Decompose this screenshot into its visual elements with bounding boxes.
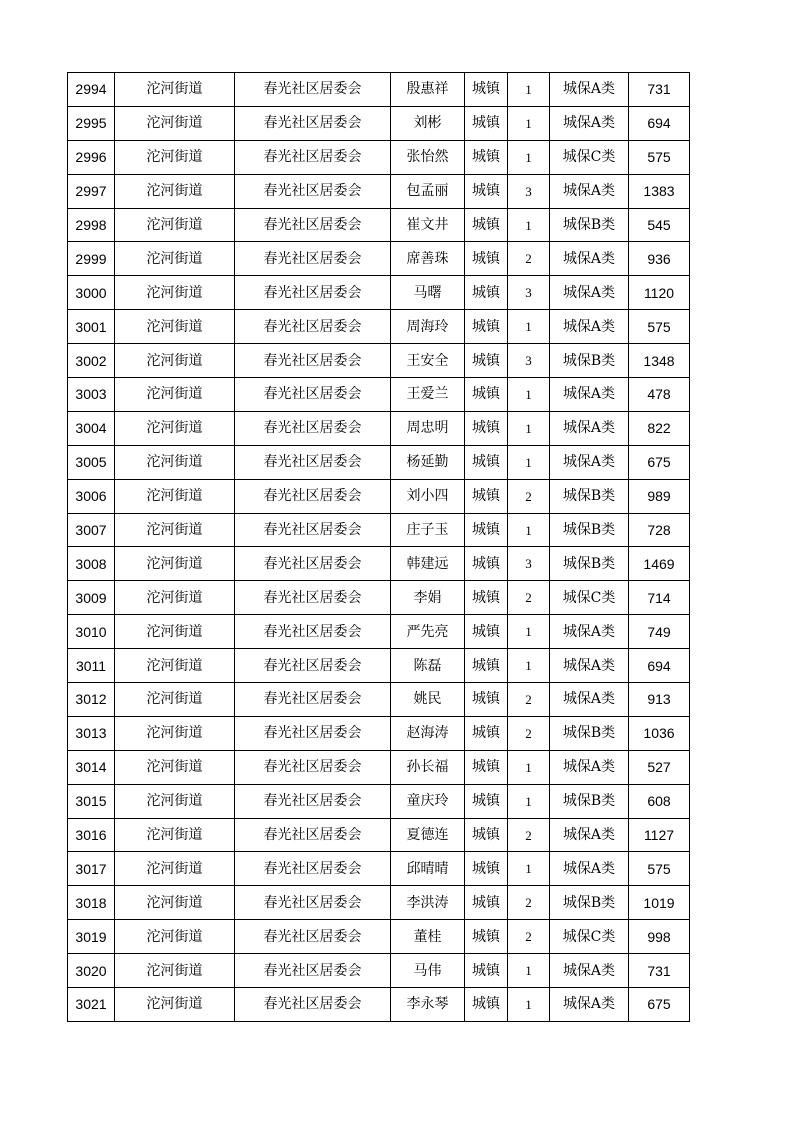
- row-number: 2996: [68, 140, 115, 174]
- amount-cell: 749: [629, 615, 690, 649]
- category-cell: 城保C类: [550, 140, 629, 174]
- category-cell: 城保A类: [550, 988, 629, 1022]
- table-row: [68, 615, 690, 649]
- community-cell: 春光社区居委会: [235, 208, 391, 242]
- household-count-cell: 2: [508, 683, 550, 717]
- name-cell: 席善珠: [391, 242, 465, 276]
- table-row: [68, 920, 690, 954]
- category-cell: 城保A类: [550, 649, 629, 683]
- household-count-cell: 2: [508, 716, 550, 750]
- household-count-cell: 2: [508, 581, 550, 615]
- amount-cell: 998: [629, 920, 690, 954]
- amount-cell: 478: [629, 378, 690, 412]
- street-cell: 沱河街道: [115, 818, 235, 852]
- street-cell: 沱河街道: [115, 106, 235, 140]
- category-cell: 城保A类: [550, 615, 629, 649]
- amount-cell: 575: [629, 140, 690, 174]
- area-type-cell: 城镇: [465, 615, 508, 649]
- household-count-cell: 1: [508, 852, 550, 886]
- category-cell: 城保B类: [550, 344, 629, 378]
- street-cell: 沱河街道: [115, 208, 235, 242]
- name-cell: 张怡然: [391, 140, 465, 174]
- area-type-cell: 城镇: [465, 581, 508, 615]
- row-number: 3007: [68, 513, 115, 547]
- community-cell: 春光社区居委会: [235, 954, 391, 988]
- area-type-cell: 城镇: [465, 411, 508, 445]
- row-number: 3015: [68, 784, 115, 818]
- name-cell: 严先亮: [391, 615, 465, 649]
- amount-cell: 545: [629, 208, 690, 242]
- community-cell: 春光社区居委会: [235, 378, 391, 412]
- table-row: [68, 242, 690, 276]
- category-cell: 城保B类: [550, 208, 629, 242]
- household-count-cell: 2: [508, 920, 550, 954]
- name-cell: 赵海涛: [391, 716, 465, 750]
- amount-cell: 822: [629, 411, 690, 445]
- name-cell: 姚民: [391, 683, 465, 717]
- community-cell: 春光社区居委会: [235, 445, 391, 479]
- household-count-cell: 1: [508, 411, 550, 445]
- name-cell: 王安全: [391, 344, 465, 378]
- street-cell: 沱河街道: [115, 954, 235, 988]
- row-number: 3001: [68, 310, 115, 344]
- amount-cell: 714: [629, 581, 690, 615]
- street-cell: 沱河街道: [115, 276, 235, 310]
- area-type-cell: 城镇: [465, 920, 508, 954]
- table-row: [68, 73, 690, 107]
- row-number: 3002: [68, 344, 115, 378]
- street-cell: 沱河街道: [115, 445, 235, 479]
- category-cell: 城保B类: [550, 716, 629, 750]
- household-count-cell: 1: [508, 106, 550, 140]
- category-cell: 城保A类: [550, 445, 629, 479]
- street-cell: 沱河街道: [115, 852, 235, 886]
- community-cell: 春光社区居委会: [235, 818, 391, 852]
- amount-cell: 731: [629, 73, 690, 107]
- table-row: [68, 988, 690, 1022]
- amount-cell: 731: [629, 954, 690, 988]
- table-row: [68, 479, 690, 513]
- community-cell: 春光社区居委会: [235, 547, 391, 581]
- community-cell: 春光社区居委会: [235, 988, 391, 1022]
- street-cell: 沱河街道: [115, 547, 235, 581]
- table-row: [68, 513, 690, 547]
- row-number: 3008: [68, 547, 115, 581]
- street-cell: 沱河街道: [115, 344, 235, 378]
- area-type-cell: 城镇: [465, 954, 508, 988]
- table-row: [68, 716, 690, 750]
- table-row: [68, 208, 690, 242]
- name-cell: 李娟: [391, 581, 465, 615]
- household-count-cell: 3: [508, 344, 550, 378]
- area-type-cell: 城镇: [465, 378, 508, 412]
- household-count-cell: 1: [508, 513, 550, 547]
- row-number: 3020: [68, 954, 115, 988]
- name-cell: 董桂: [391, 920, 465, 954]
- row-number: 2998: [68, 208, 115, 242]
- household-count-cell: 1: [508, 649, 550, 683]
- table-row: [68, 818, 690, 852]
- table-row: [68, 378, 690, 412]
- category-cell: 城保A类: [550, 174, 629, 208]
- amount-cell: 1019: [629, 886, 690, 920]
- amount-cell: 1383: [629, 174, 690, 208]
- street-cell: 沱河街道: [115, 615, 235, 649]
- category-cell: 城保B类: [550, 547, 629, 581]
- name-cell: 刘小四: [391, 479, 465, 513]
- area-type-cell: 城镇: [465, 276, 508, 310]
- table-row: [68, 276, 690, 310]
- area-type-cell: 城镇: [465, 208, 508, 242]
- community-cell: 春光社区居委会: [235, 106, 391, 140]
- amount-cell: 608: [629, 784, 690, 818]
- name-cell: 李洪涛: [391, 886, 465, 920]
- area-type-cell: 城镇: [465, 106, 508, 140]
- name-cell: 殷惠祥: [391, 73, 465, 107]
- community-cell: 春光社区居委会: [235, 310, 391, 344]
- records-table: [67, 72, 690, 1022]
- community-cell: 春光社区居委会: [235, 344, 391, 378]
- household-count-cell: 3: [508, 276, 550, 310]
- name-cell: 马曙: [391, 276, 465, 310]
- household-count-cell: 3: [508, 547, 550, 581]
- area-type-cell: 城镇: [465, 852, 508, 886]
- row-number: 3006: [68, 479, 115, 513]
- name-cell: 杨延勤: [391, 445, 465, 479]
- category-cell: 城保C类: [550, 920, 629, 954]
- table-row: [68, 445, 690, 479]
- household-count-cell: 1: [508, 208, 550, 242]
- name-cell: 孙长福: [391, 750, 465, 784]
- household-count-cell: 1: [508, 750, 550, 784]
- table-row: [68, 140, 690, 174]
- street-cell: 沱河街道: [115, 750, 235, 784]
- area-type-cell: 城镇: [465, 750, 508, 784]
- amount-cell: 575: [629, 310, 690, 344]
- row-number: 3018: [68, 886, 115, 920]
- area-type-cell: 城镇: [465, 716, 508, 750]
- table-row: [68, 581, 690, 615]
- household-count-cell: 1: [508, 445, 550, 479]
- amount-cell: 728: [629, 513, 690, 547]
- table-row: [68, 784, 690, 818]
- community-cell: 春光社区居委会: [235, 73, 391, 107]
- household-count-cell: 2: [508, 818, 550, 852]
- category-cell: 城保B类: [550, 513, 629, 547]
- category-cell: 城保B类: [550, 479, 629, 513]
- amount-cell: 675: [629, 988, 690, 1022]
- amount-cell: 913: [629, 683, 690, 717]
- row-number: 3017: [68, 852, 115, 886]
- community-cell: 春光社区居委会: [235, 276, 391, 310]
- name-cell: 夏德连: [391, 818, 465, 852]
- community-cell: 春光社区居委会: [235, 174, 391, 208]
- area-type-cell: 城镇: [465, 140, 508, 174]
- table-row: [68, 649, 690, 683]
- table-row: [68, 852, 690, 886]
- table-row: [68, 174, 690, 208]
- amount-cell: 1127: [629, 818, 690, 852]
- category-cell: 城保A类: [550, 411, 629, 445]
- row-number: 3019: [68, 920, 115, 954]
- street-cell: 沱河街道: [115, 920, 235, 954]
- area-type-cell: 城镇: [465, 886, 508, 920]
- row-number: 3004: [68, 411, 115, 445]
- table-row: [68, 547, 690, 581]
- row-number: 3016: [68, 818, 115, 852]
- household-count-cell: 2: [508, 242, 550, 276]
- area-type-cell: 城镇: [465, 683, 508, 717]
- street-cell: 沱河街道: [115, 988, 235, 1022]
- category-cell: 城保A类: [550, 750, 629, 784]
- amount-cell: 989: [629, 479, 690, 513]
- community-cell: 春光社区居委会: [235, 513, 391, 547]
- street-cell: 沱河街道: [115, 784, 235, 818]
- row-number: 3011: [68, 649, 115, 683]
- street-cell: 沱河街道: [115, 73, 235, 107]
- street-cell: 沱河街道: [115, 140, 235, 174]
- area-type-cell: 城镇: [465, 784, 508, 818]
- amount-cell: 527: [629, 750, 690, 784]
- area-type-cell: 城镇: [465, 344, 508, 378]
- category-cell: 城保A类: [550, 276, 629, 310]
- amount-cell: 1036: [629, 716, 690, 750]
- community-cell: 春光社区居委会: [235, 581, 391, 615]
- table-row: [68, 106, 690, 140]
- amount-cell: 1348: [629, 344, 690, 378]
- household-count-cell: 1: [508, 140, 550, 174]
- amount-cell: 936: [629, 242, 690, 276]
- table-row: [68, 411, 690, 445]
- row-number: 2999: [68, 242, 115, 276]
- table-row: [68, 683, 690, 717]
- row-number: 2995: [68, 106, 115, 140]
- category-cell: 城保A类: [550, 954, 629, 988]
- category-cell: 城保C类: [550, 581, 629, 615]
- area-type-cell: 城镇: [465, 649, 508, 683]
- row-number: 3003: [68, 378, 115, 412]
- street-cell: 沱河街道: [115, 886, 235, 920]
- table-row: [68, 954, 690, 988]
- household-count-cell: 1: [508, 954, 550, 988]
- name-cell: 周忠明: [391, 411, 465, 445]
- row-number: 3013: [68, 716, 115, 750]
- community-cell: 春光社区居委会: [235, 649, 391, 683]
- household-count-cell: 1: [508, 988, 550, 1022]
- row-number: 2997: [68, 174, 115, 208]
- community-cell: 春光社区居委会: [235, 615, 391, 649]
- table-row: [68, 310, 690, 344]
- amount-cell: 675: [629, 445, 690, 479]
- amount-cell: 1120: [629, 276, 690, 310]
- category-cell: 城保A类: [550, 242, 629, 276]
- row-number: 3000: [68, 276, 115, 310]
- name-cell: 庄子玉: [391, 513, 465, 547]
- records-body: [68, 73, 690, 1022]
- amount-cell: 694: [629, 106, 690, 140]
- name-cell: 马伟: [391, 954, 465, 988]
- category-cell: 城保A类: [550, 818, 629, 852]
- household-count-cell: 2: [508, 886, 550, 920]
- category-cell: 城保A类: [550, 852, 629, 886]
- area-type-cell: 城镇: [465, 310, 508, 344]
- street-cell: 沱河街道: [115, 683, 235, 717]
- amount-cell: 1469: [629, 547, 690, 581]
- street-cell: 沱河街道: [115, 378, 235, 412]
- household-count-cell: 1: [508, 784, 550, 818]
- community-cell: 春光社区居委会: [235, 140, 391, 174]
- table-row: [68, 750, 690, 784]
- street-cell: 沱河街道: [115, 242, 235, 276]
- area-type-cell: 城镇: [465, 479, 508, 513]
- name-cell: 李永琴: [391, 988, 465, 1022]
- row-number: 3014: [68, 750, 115, 784]
- category-cell: 城保A类: [550, 378, 629, 412]
- household-count-cell: 1: [508, 615, 550, 649]
- street-cell: 沱河街道: [115, 716, 235, 750]
- name-cell: 韩建远: [391, 547, 465, 581]
- row-number: 3021: [68, 988, 115, 1022]
- community-cell: 春光社区居委会: [235, 716, 391, 750]
- table-row: [68, 886, 690, 920]
- name-cell: 周海玲: [391, 310, 465, 344]
- name-cell: 崔文井: [391, 208, 465, 242]
- street-cell: 沱河街道: [115, 581, 235, 615]
- row-number: 2994: [68, 73, 115, 107]
- name-cell: 邱晴晴: [391, 852, 465, 886]
- community-cell: 春光社区居委会: [235, 750, 391, 784]
- area-type-cell: 城镇: [465, 174, 508, 208]
- area-type-cell: 城镇: [465, 818, 508, 852]
- street-cell: 沱河街道: [115, 310, 235, 344]
- category-cell: 城保B类: [550, 886, 629, 920]
- community-cell: 春光社区居委会: [235, 242, 391, 276]
- area-type-cell: 城镇: [465, 445, 508, 479]
- table-row: [68, 344, 690, 378]
- community-cell: 春光社区居委会: [235, 411, 391, 445]
- category-cell: 城保A类: [550, 106, 629, 140]
- category-cell: 城保A类: [550, 310, 629, 344]
- row-number: 3012: [68, 683, 115, 717]
- area-type-cell: 城镇: [465, 513, 508, 547]
- household-count-cell: 2: [508, 479, 550, 513]
- community-cell: 春光社区居委会: [235, 683, 391, 717]
- street-cell: 沱河街道: [115, 479, 235, 513]
- category-cell: 城保A类: [550, 73, 629, 107]
- category-cell: 城保B类: [550, 784, 629, 818]
- household-count-cell: 1: [508, 73, 550, 107]
- street-cell: 沱河街道: [115, 649, 235, 683]
- area-type-cell: 城镇: [465, 547, 508, 581]
- community-cell: 春光社区居委会: [235, 784, 391, 818]
- name-cell: 陈磊: [391, 649, 465, 683]
- community-cell: 春光社区居委会: [235, 852, 391, 886]
- name-cell: 童庆玲: [391, 784, 465, 818]
- amount-cell: 575: [629, 852, 690, 886]
- name-cell: 王爱兰: [391, 378, 465, 412]
- household-count-cell: 1: [508, 310, 550, 344]
- area-type-cell: 城镇: [465, 988, 508, 1022]
- row-number: 3009: [68, 581, 115, 615]
- community-cell: 春光社区居委会: [235, 479, 391, 513]
- row-number: 3010: [68, 615, 115, 649]
- street-cell: 沱河街道: [115, 174, 235, 208]
- row-number: 3005: [68, 445, 115, 479]
- community-cell: 春光社区居委会: [235, 920, 391, 954]
- community-cell: 春光社区居委会: [235, 886, 391, 920]
- street-cell: 沱河街道: [115, 411, 235, 445]
- name-cell: 包孟丽: [391, 174, 465, 208]
- name-cell: 刘彬: [391, 106, 465, 140]
- street-cell: 沱河街道: [115, 513, 235, 547]
- area-type-cell: 城镇: [465, 242, 508, 276]
- area-type-cell: 城镇: [465, 73, 508, 107]
- household-count-cell: 3: [508, 174, 550, 208]
- amount-cell: 694: [629, 649, 690, 683]
- category-cell: 城保A类: [550, 683, 629, 717]
- household-count-cell: 1: [508, 378, 550, 412]
